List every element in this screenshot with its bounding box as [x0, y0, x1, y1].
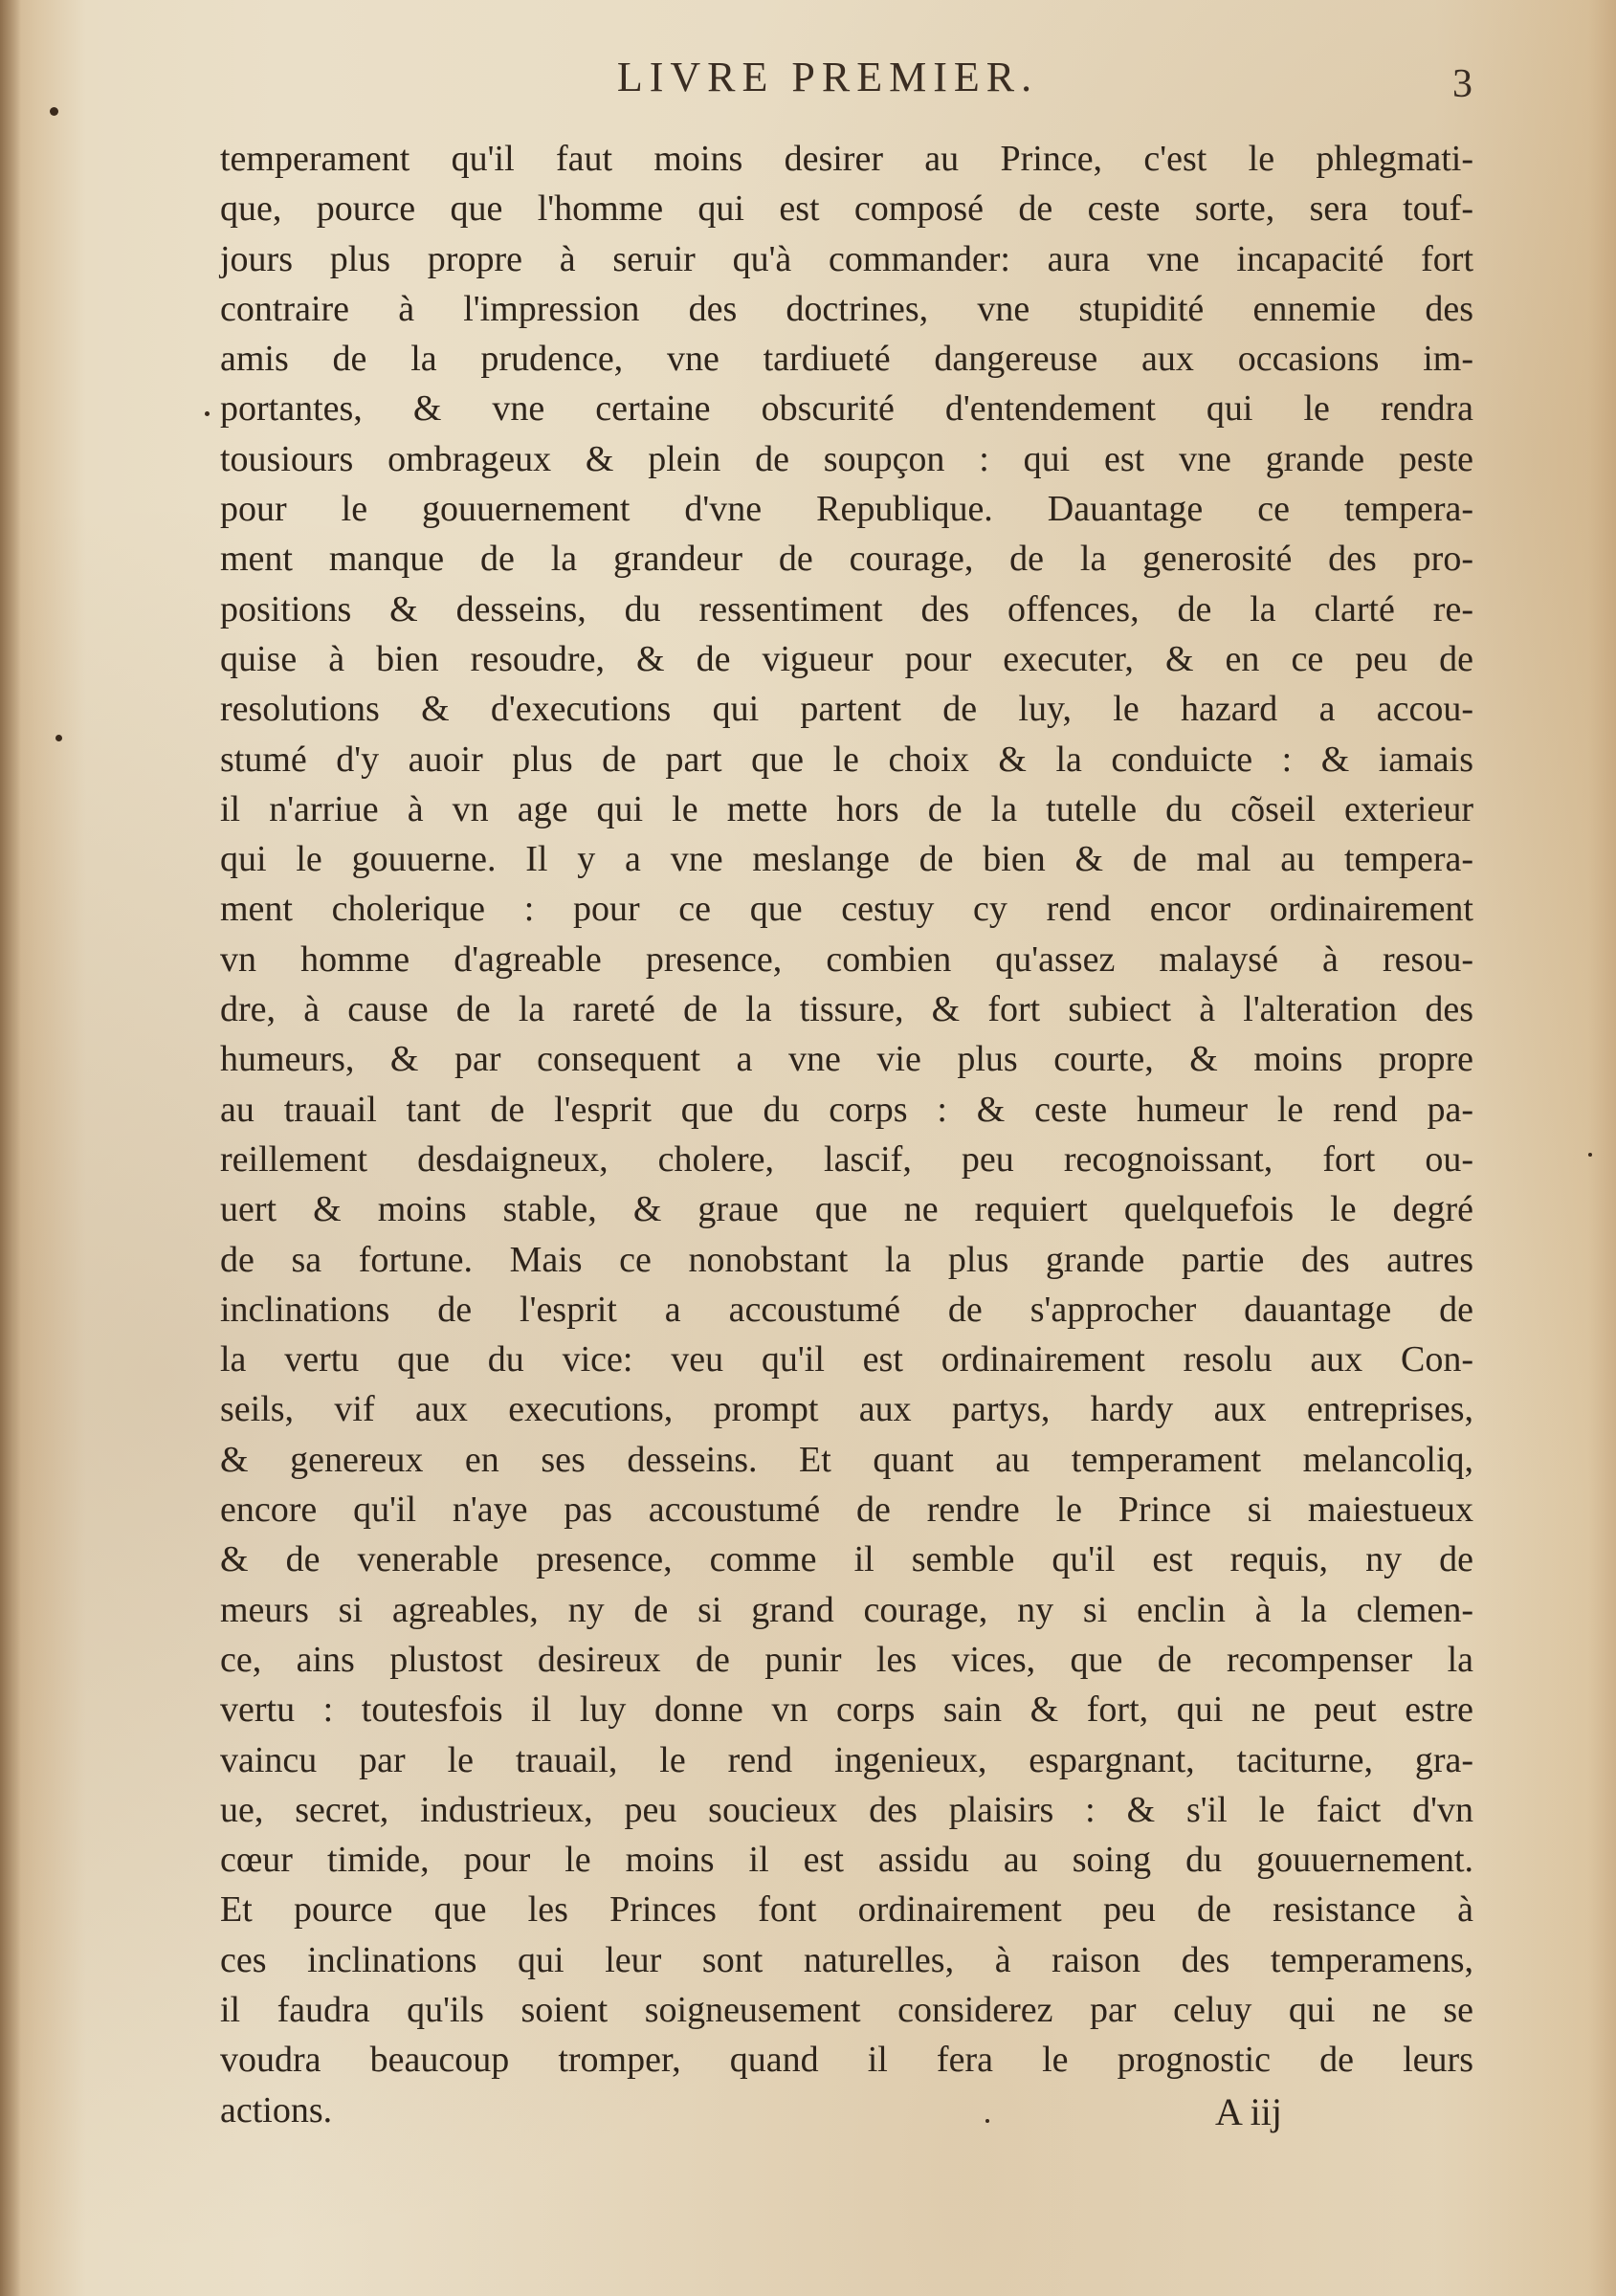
text-line: il faudra qu'ils soient soigneusement considerez par celuy qui ne se [220, 1989, 1473, 2030]
text-line: vertu : toutesfois il luy donne vn corps sain & fort, qui ne peut estre [220, 1689, 1473, 1731]
text-line: resolutions & d'executions qui partent de luy, le hazard a accou- [220, 689, 1473, 730]
text-line: qui le gouuerne. Il y a vne meslange de bien & de mal au tempera- [220, 839, 1473, 880]
ink-speck [205, 411, 210, 416]
text-line: positions & desseins, du ressentiment des offences, de la clarté re- [220, 588, 1473, 629]
text-line: portantes, & vne certaine obscurité d'entendement qui le rendra [220, 388, 1473, 430]
text-line: cœur timide, pour le moins il est assidu au soing du gouuernement. [220, 1840, 1473, 1881]
ink-speck [985, 2119, 989, 2123]
text-line: actions. [220, 2089, 333, 2130]
text-line: ue, secret, industrieux, peu soucieux des plaisirs : & s'il le faict d'vn [220, 1789, 1473, 1830]
ink-speck [1588, 1153, 1592, 1157]
running-title: LIVRE PREMIER. [616, 54, 1039, 100]
text-line: jours plus propre à seruir qu'à commander: aura vne incapacité fort [220, 238, 1473, 279]
text-line: uert & moins stable, & graue que ne requiert quelquefois le degré [220, 1189, 1473, 1230]
text-line: ces inclinations qui leur sont naturelles, à raison des temperamens, [220, 1939, 1473, 1980]
text-line: contraire à l'impression des doctrines, vne stupidité ennemie des [220, 288, 1473, 329]
text-line: voudra beaucoup tromper, quand il fera le prognostic de leurs [220, 2040, 1473, 2081]
text-line: au trauail tant de l'esprit que du corps : & ceste humeur le rend pa- [220, 1089, 1473, 1130]
text-line: pour le gouuernement d'vne Republique. Dauantage ce tempera- [220, 489, 1473, 530]
text-line: & de venerable presence, comme il semble qu'il est requis, ny de [220, 1539, 1473, 1580]
text-line: inclinations de l'esprit a accoustumé de s'approcher dauantage de [220, 1289, 1473, 1330]
text-line: ment manque de la grandeur de courage, de la generosité des pro- [220, 539, 1473, 580]
signature-mark: A iij [1215, 2090, 1283, 2133]
text-line: vn homme d'agreable presence, combien qu'assez malaysé à resou- [220, 938, 1473, 980]
text-line: amis de la prudence, vne tardiueté dangereuse aux occasions im- [220, 339, 1473, 380]
text-line: vaincu par le trauail, le rend ingenieux, espargnant, taciturne, gra- [220, 1739, 1473, 1780]
text-line: meurs si agreables, ny de si grand courage, ny si enclin à la clemen- [220, 1589, 1473, 1630]
ink-speck [55, 735, 62, 741]
text-line: temperament qu'il faut moins desirer au Prince, c'est le phlegmati- [220, 139, 1473, 179]
page-number: 3 [1452, 62, 1472, 106]
text-line: stumé d'y auoir plus de part que le choix & la conduicte : & iamais [220, 739, 1473, 780]
ink-speck [50, 107, 58, 116]
text-line: quise à bien resoudre, & de vigueur pour executer, & en ce peu de [220, 638, 1473, 679]
text-line: ce, ains plustost desireux de punir les vices, que de recompenser la [220, 1639, 1473, 1680]
text-line: tousiours ombrageux & plein de soupçon : qui est vne grande peste [220, 438, 1473, 479]
text-line: de sa fortune. Mais ce nonobstant la plus grande partie des autres [220, 1239, 1473, 1280]
text-line: la vertu que du vice: veu qu'il est ordinairement resolu aux Con- [220, 1339, 1473, 1380]
text-line: dre, à cause de la rareté de la tissure, & fort subiect à l'alteration des [220, 989, 1473, 1030]
page-body-text [220, 134, 1473, 2135]
text-line: humeurs, & par consequent a vne vie plus courte, & moins propre [220, 1039, 1473, 1080]
text-line: Et pource que les Princes font ordinairement peu de resistance à [220, 1889, 1473, 1931]
text-line: que, pource que l'homme qui est composé de ceste sorte, sera touf- [220, 188, 1473, 230]
text-line: encore qu'il n'aye pas accoustumé de rendre le Prince si maiestueux [220, 1490, 1473, 1531]
text-line: seils, vif aux executions, prompt aux partys, hardy aux entreprises, [220, 1389, 1473, 1430]
text-line: reillement desdaigneux, cholere, lascif, peu recognoissant, fort ou- [220, 1138, 1473, 1180]
text-line: ment cholerique : pour ce que cestuy cy rend encor ordinairement [220, 889, 1473, 930]
text-line: il n'arriue à vn age qui le mette hors de la tutelle du cõseil exterieur [220, 788, 1473, 829]
text-line: & genereux en ses desseins. Et quant au temperament melancoliq, [220, 1439, 1473, 1480]
